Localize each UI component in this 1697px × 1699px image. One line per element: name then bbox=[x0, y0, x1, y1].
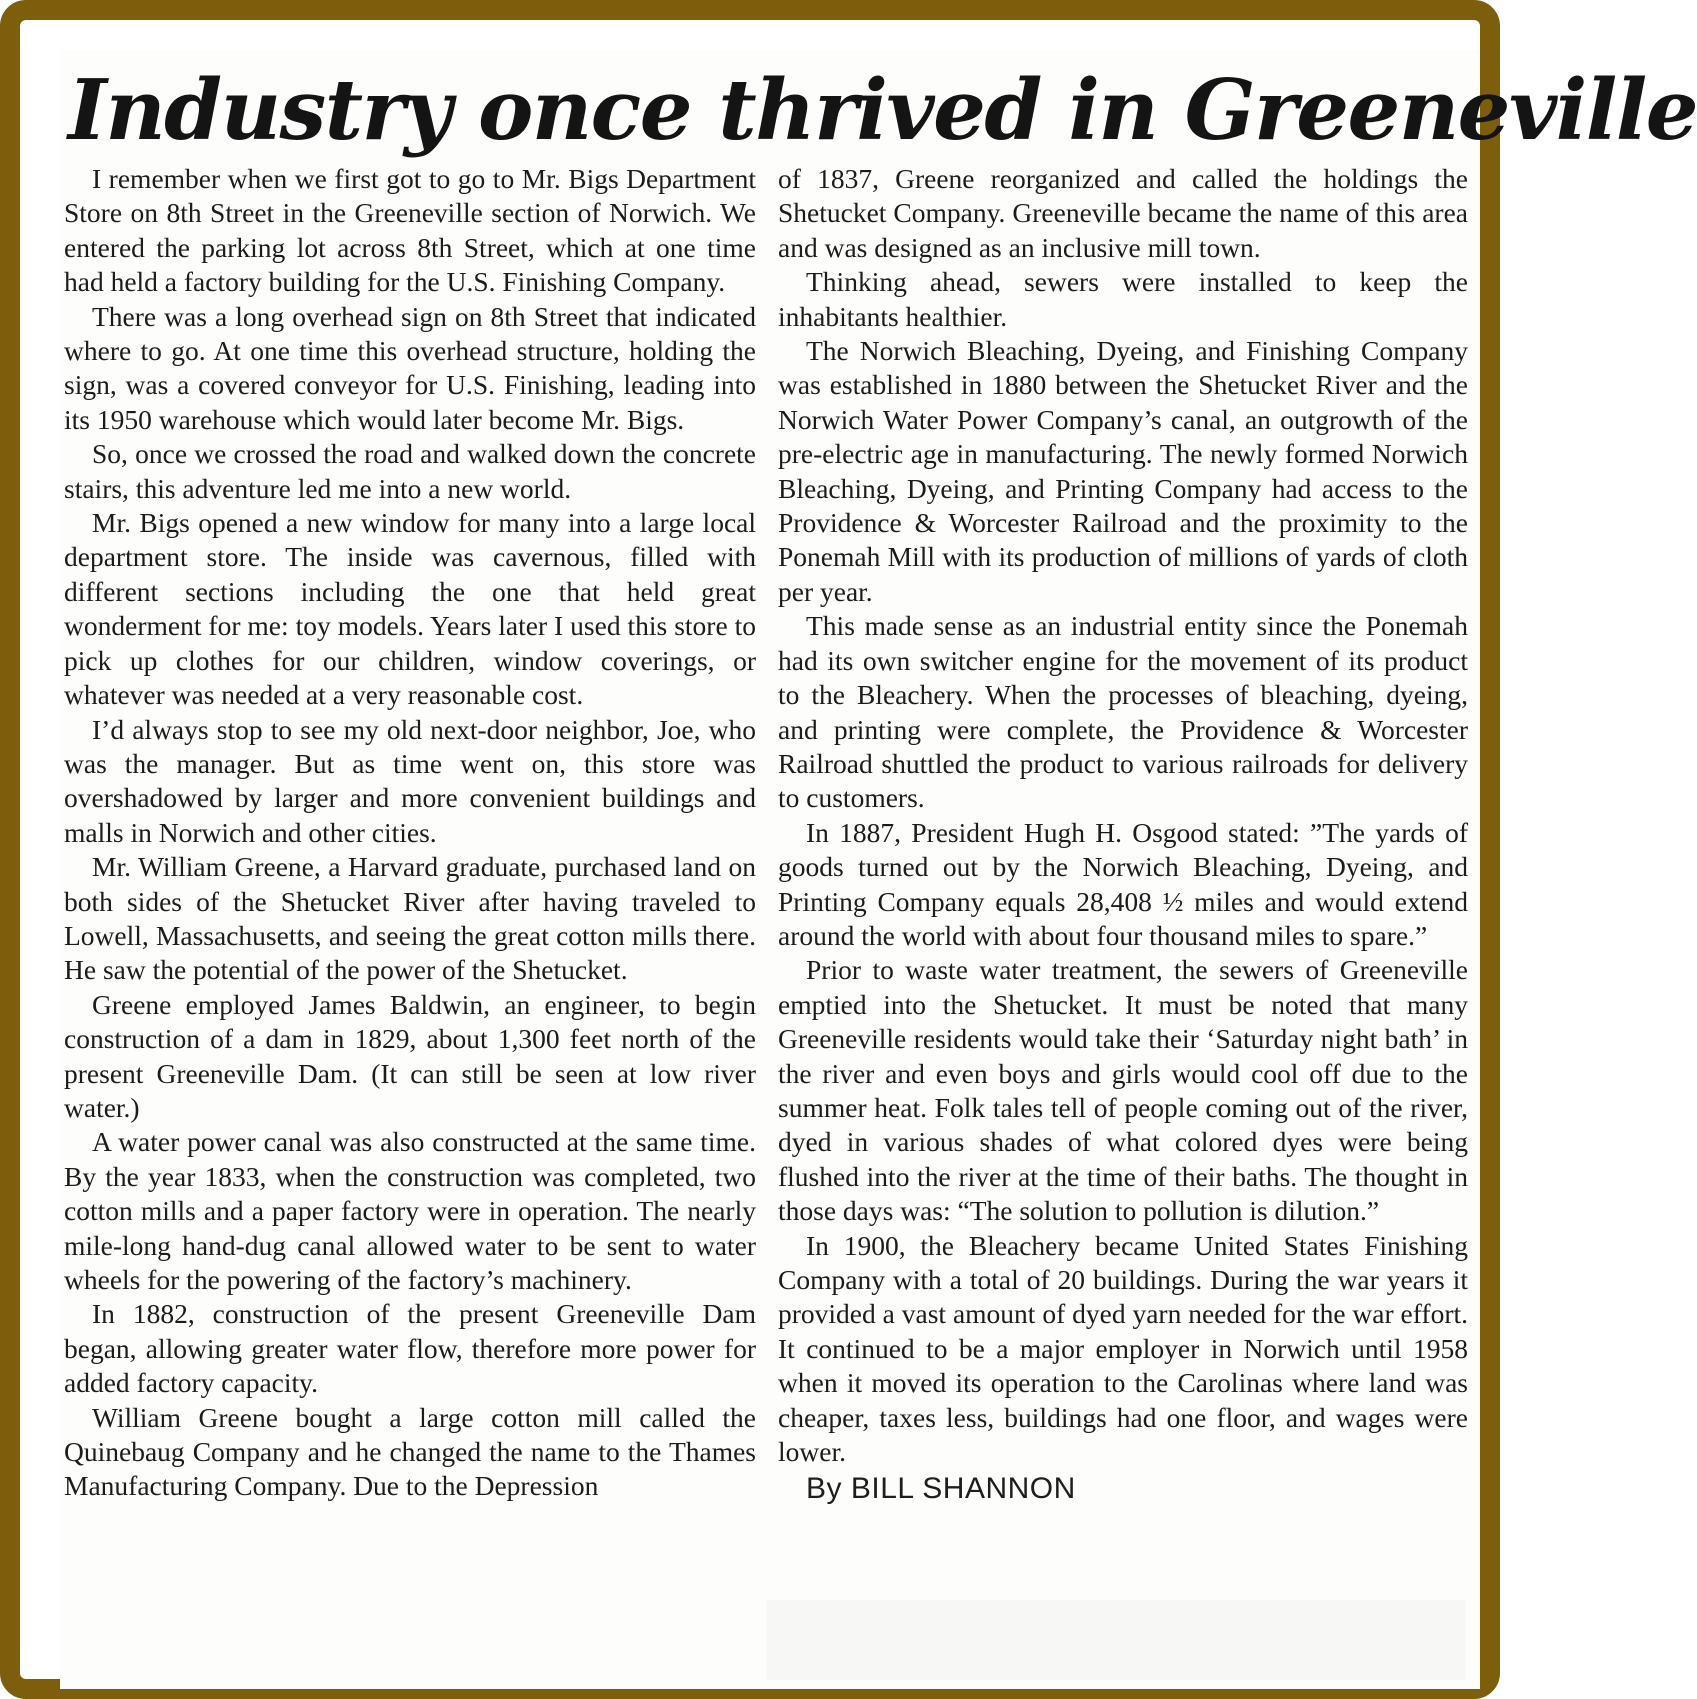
byline bbox=[778, 1469, 1468, 1509]
article-paragraph: In 1887, President Hugh H. Osgood stated: ”The yards of goods turned out by the Norwich Bleaching, Dyeing, and Printing Company equals 28,408 ½ miles and would extend around the world with about four thousand miles to spare.” bbox=[778, 816, 1468, 951]
article-paragraph: A water power canal was also constructed at the same time. By the year 1833, when the construction was completed, two cotton mills and a paper factory were in operation. The nearly mile-long hand-dug canal allowed water to be sent to water wheels for the powering of the factory’s machinery. bbox=[64, 1126, 756, 1295]
article-paragraph: In 1900, the Bleachery became United States Finishing Company with a total of 20 buildings. During the war years it provided a vast amount of dyed yarn needed for the war effort. It continued to be a major employer in Norwich until 1958 when it moved its operation to the Carolinas where land was cheaper, taxes less, buildings had one floor, and wages were lower. bbox=[778, 1229, 1468, 1468]
article-paragraph: Mr. Bigs opened a new window for many into a large local department store. The inside was cavernous, filled with different sections including the one that held great wonderment for me: toy models. Years later I used this store to pick up clothes for our children, window coverings, or whatever was needed at a very reasonable cost. bbox=[64, 507, 756, 711]
headline: Industry once thrived in Greeneville bbox=[68, 61, 1697, 159]
article-paragraph: Prior to waste water treatment, the sewers of Greeneville emptied into the Shetucket. It must be noted that many Greeneville residents would take their ‘Saturday night bath’ in the river and even boys and girls would cool off due to the summer heat. Folk tales tell of people coming out of the river, dyed in various shades of what colored dyes were being flushed into the river at the time of their baths. The thought in those days was: “The solution to pollution is dilution.” bbox=[778, 954, 1468, 1227]
article-paragraph: I’d always stop to see my old next-door neighbor, Joe, who was the manager. But as time went on, this store was overshadowed by larger and more convenient buildings and malls in Norwich and other cities. bbox=[64, 713, 756, 848]
article-paragraph: Greene employed James Baldwin, an engineer, to begin construction of a dam in 1829, about 1,300 feet north of the present Greeneville Dam. (It can still be seen at low river water.) bbox=[64, 988, 756, 1123]
article-column-left bbox=[64, 162, 756, 1504]
byline-author: BILL SHANNON bbox=[850, 1472, 1076, 1506]
article-paragraph: This made sense as an industrial entity since the Ponemah had its own switcher engine for the movement of its product to the Bleachery. When the processes of bleaching, dyeing, and printing were complete, the Providence & Worcester Railroad shuttled the product to various railroads for delivery to customers. bbox=[778, 610, 1468, 814]
article-column-right bbox=[778, 162, 1468, 1509]
article-paragraph: William Greene bought a large cotton mill called the Quinebaug Company and he changed the name to the Thames Manufacturing Company. Due to the Depression bbox=[64, 1401, 756, 1502]
article-paragraph: Thinking ahead, sewers were installed to keep the inhabitants healthier. bbox=[778, 266, 1468, 332]
byline-background bbox=[766, 1600, 1466, 1680]
article-paragraph: The Norwich Bleaching, Dyeing, and Finishing Company was established in 1880 between the Shetucket River and the Norwich Water Power Company’s canal, an outgrowth of the pre-electric age in manufacturing. The newly formed Norwich Bleaching, Dyeing, and Printing Company had access to the Providence & Worcester Railroad and the proximity to the Ponemah Mill with its production of millions of yards of cloth per year. bbox=[778, 335, 1468, 607]
byline-prefix: By bbox=[806, 1472, 843, 1506]
newspaper-clipping bbox=[60, 50, 1697, 1689]
article-paragraph: I remember when we first got to go to Mr. Bigs Department Store on 8th Street in the Greeneville section of Norwich. We entered the parking lot across 8th Street, which at one time had held a factory building for the U.S. Finishing Company. bbox=[64, 163, 756, 298]
article-paragraph-continued: of 1837, Greene reorganized and called the holdings the Shetucket Company. Greeneville became the name of this area and was designed as an inclusive mill town. bbox=[778, 163, 1468, 263]
article-paragraph: There was a long overhead sign on 8th Street that indicated where to go. At one time this overhead structure, holding the sign, was a covered conveyor for U.S. Finishing, leading into its 1950 warehouse which would later become Mr. Bigs. bbox=[64, 300, 756, 435]
article-paragraph: So, once we crossed the road and walked down the concrete stairs, this adventure led me into a new world. bbox=[64, 438, 756, 504]
article-paragraph: Mr. William Greene, a Harvard graduate, purchased land on both sides of the Shetucket River after having traveled to Lowell, Massachusetts, and seeing the great cotton mills there. He saw the potential of the power of the Shetucket. bbox=[64, 851, 756, 986]
article-paragraph: In 1882, construction of the present Greeneville Dam began, allowing greater water flow, therefore more power for added factory capacity. bbox=[64, 1298, 756, 1399]
